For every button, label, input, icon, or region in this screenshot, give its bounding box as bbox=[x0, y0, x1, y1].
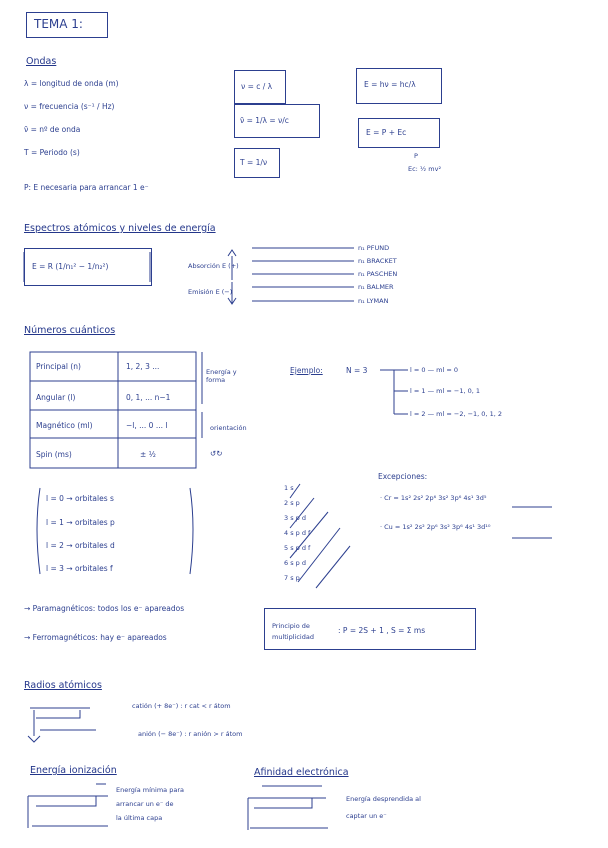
page-title: TEMA 1: bbox=[34, 17, 83, 31]
paramagnetic-note: → Paramagnéticos: todos los e⁻ apareados bbox=[24, 604, 185, 613]
side-label-energia: Energía y forma bbox=[206, 368, 237, 384]
side-label-orientacion: orientación bbox=[210, 424, 247, 432]
ondas-def-1: λ = longitud de onda (m) bbox=[24, 79, 119, 88]
qn-angular-name: Angular (l) bbox=[36, 393, 76, 402]
diagonal-row-4: 4 s p d f bbox=[284, 529, 311, 537]
ionizacion-text-2: arrancar un e⁻ de bbox=[116, 800, 174, 808]
series-bracket: n₁ BRACKET bbox=[358, 257, 397, 265]
exceptions-label: Excepciones: bbox=[378, 472, 428, 481]
example-label: Ejemplo: bbox=[290, 366, 323, 375]
orbital-s: l = 0 → orbitales s bbox=[46, 494, 114, 503]
ionizacion-text-1: Energía mínima para bbox=[116, 786, 184, 794]
diagonal-row-6: 6 s p d bbox=[284, 559, 306, 567]
section-heading-ondas: Ondas bbox=[26, 56, 57, 67]
qn-principal-values: 1, 2, 3 ... bbox=[126, 362, 160, 371]
ondas-note: P: E necesaria para arrancar 1 e⁻ bbox=[24, 183, 149, 192]
orbital-p: l = 1 → orbitales p bbox=[46, 518, 115, 527]
series-lyman: n₁ LYMAN bbox=[358, 297, 389, 305]
example-row-1: l = 0 — ml = 0 bbox=[410, 366, 459, 374]
multiplicity-label: Principio de multiplicidad bbox=[272, 622, 314, 641]
section-heading-ionizacion: Energía ionización bbox=[30, 765, 117, 776]
radios-anion: anión (− 8e⁻) : r anión > r átom bbox=[138, 730, 243, 738]
label-emision: Emisión E (−) bbox=[188, 288, 233, 296]
formula-period: T = 1/ν bbox=[240, 158, 268, 167]
ionizacion-text-3: la última capa bbox=[116, 814, 163, 822]
ondas-def-3: ν̄ = nº de onda bbox=[24, 125, 81, 134]
diagonal-row-3: 3 s p d bbox=[284, 514, 306, 522]
diagonal-row-2: 2 s p bbox=[284, 499, 300, 507]
series-paschen: n₁ PASCHEN bbox=[358, 270, 398, 278]
example-n: N = 3 bbox=[346, 366, 368, 375]
series-pfund: n₁ PFUND bbox=[358, 244, 390, 252]
exception-cr: · Cr = 1s² 2s² 2p⁶ 3s² 3p⁶ 4s¹ 3d⁵ bbox=[380, 494, 487, 502]
side-label-spin: ↺↻ bbox=[210, 449, 223, 458]
qn-angular-values: 0, 1, ... n−1 bbox=[126, 393, 171, 402]
formula-kinetic: Ec: ½ mv² bbox=[408, 165, 442, 173]
orbital-d: l = 2 → orbitales d bbox=[46, 541, 115, 550]
section-heading-afinidad: Afinidad electrónica bbox=[254, 767, 349, 778]
example-row-2: l = 1 — ml = −1, 0, 1 bbox=[410, 387, 480, 395]
formula-photoelectric-sub: P bbox=[414, 152, 418, 160]
orbital-f: l = 3 → orbitales f bbox=[46, 564, 113, 573]
qn-principal-name: Principal (n) bbox=[36, 362, 81, 371]
diagonal-row-5: 5 s p d f bbox=[284, 544, 311, 552]
formula-rydberg: E = R (1/n₁² − 1/n₂²) bbox=[32, 262, 109, 271]
exception-cu: · Cu = 1s² 2s² 2p⁶ 3s² 3p⁶ 4s¹ 3d¹⁰ bbox=[380, 523, 491, 531]
formula-nu: ν = c / λ bbox=[241, 82, 273, 91]
label-absorcion: Absorción E (+) bbox=[188, 262, 239, 270]
formula-nubar: ν̄ = 1/λ = ν/c bbox=[240, 116, 289, 125]
ondas-def-4: T = Periodo (s) bbox=[24, 148, 80, 157]
qn-magnetico-name: Magnético (ml) bbox=[36, 421, 93, 430]
section-heading-espectros: Espectros atómicos y niveles de energía bbox=[24, 223, 216, 234]
ferromagnetic-note: → Ferromagnéticos: hay e⁻ apareados bbox=[24, 633, 167, 642]
example-row-3: l = 2 — ml = −2, −1, 0, 1, 2 bbox=[410, 410, 502, 418]
formula-photoelectric: E = P + Ec bbox=[366, 128, 407, 137]
diagonal-row-1: 1 s bbox=[284, 484, 294, 492]
qn-spin-name: Spin (ms) bbox=[36, 450, 72, 459]
multiplicity-formula: : P = 2S + 1 , S = Σ ms bbox=[338, 626, 426, 635]
afinidad-text-1: Energía desprendida al bbox=[346, 795, 421, 803]
afinidad-text-2: captar un e⁻ bbox=[346, 812, 387, 820]
section-heading-radios: Radios atómicos bbox=[24, 680, 102, 691]
qn-spin-values: ± ½ bbox=[140, 450, 156, 459]
formula-energy: E = hν = hc/λ bbox=[364, 80, 416, 89]
series-balmer: n₁ BALMER bbox=[358, 283, 394, 291]
ondas-def-2: ν = frecuencia (s⁻¹ / Hz) bbox=[24, 102, 115, 111]
diagonal-row-7: 7 s p bbox=[284, 574, 300, 582]
qn-magnetico-values: −l, ... 0 ... l bbox=[126, 421, 168, 430]
section-heading-numeros: Números cuánticos bbox=[24, 325, 116, 336]
radios-cation: catión (+ 8e⁻) : r cat < r átom bbox=[132, 702, 231, 710]
